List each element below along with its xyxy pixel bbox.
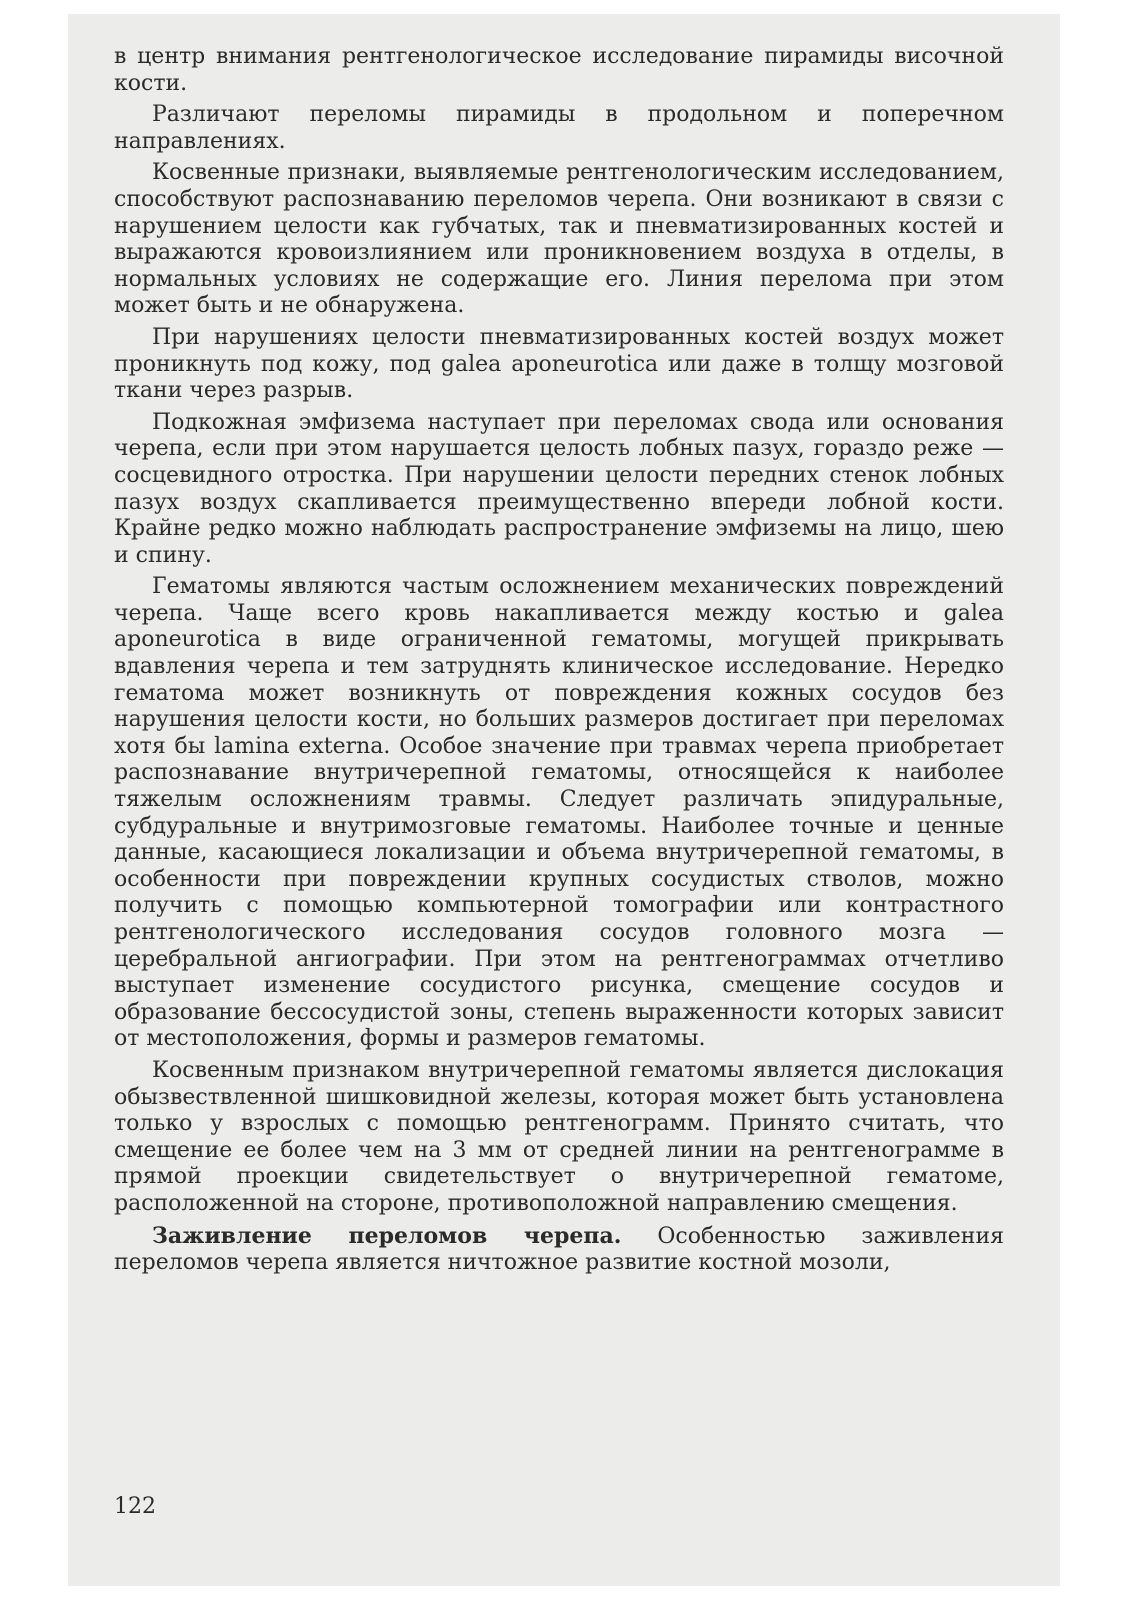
- page-number: 122: [114, 1494, 156, 1519]
- paragraph: в центр внимания рентгенологическое исследование пирамиды височной кости.: [114, 44, 1004, 96]
- section-heading: Заживление переломов черепа.: [152, 1222, 622, 1249]
- paragraph: Различают переломы пирамиды в продольном и поперечном направлениях.: [114, 102, 1004, 154]
- paragraph-section-start: [114, 1223, 1004, 1277]
- paragraph: Гематомы являются частым осложнением механических повреждений черепа. Чаще всего кровь накапливается между костью и galea aponeurotica в виде ограниченной гематомы, могущей прикрывать вдавления черепа и тем затруднять клиническое исследование. Нередко гематома может возникнуть от повреждения кожных сосудов без нарушения целости кости, но больших размеров достигает при переломах хотя бы lamina externa. Особое значение при травмах черепа приобретает распознавание внутричерепной гематомы, относящейся к наиболее тяжелым осложнениям травмы. Следует различать эпидуральные, субдуральные и внутримозговые гематомы. Наиболее точные и ценные данные, касающиеся локализации и объема внутричерепной гематомы, в особенности при повреждении крупных сосудистых стволов, можно получить с помощью компьютерной томографии или контрастного рентгенологического исследования сосудов головного мозга — церебральной ангиографии. При этом на рентгенограммах отчетливо выступает изменение сосудистого рисунка, смещение сосудов и образование бессосудистой зоны, степень выраженности которых зависит от местоположения, формы и размеров гематомы.: [114, 574, 1004, 1052]
- paragraph: Косвенные признаки, выявляемые рентгенологическим исследованием, способствуют распознаванию переломов черепа. Они возникают в связи с нарушением целости как губчатых, так и пневматизированных костей и выражаются кровоизлиянием или проникновением воздуха в отделы, в нормальных условиях не содержащие его. Линия перелома при этом может быть и не обнаружена.: [114, 160, 1004, 319]
- paragraph: Подкожная эмфизема наступает при переломах свода или основания черепа, если при этом нарушается целость лобных пазух, гораздо реже — сосцевидного отростка. При нарушении целости передних стенок лобных пазух воздух скапливается преимущественно впереди лобной кости. Крайне редко можно наблюдать распространение эмфиземы на лицо, шею и спину.: [114, 409, 1004, 568]
- paragraph: При нарушениях целости пневматизированных костей воздух может проникнуть под кожу, под galea aponeurotica или даже в толщу мозговой ткани через разрыв.: [114, 324, 1004, 404]
- page-body: [114, 44, 1004, 1282]
- paragraph: Косвенным признаком внутричерепной гематомы является дислокация обызвествленной шишковидной железы, которая может быть установлена только у взрослых с помощью рентгенограмм. Принято считать, что смещение ее более чем на 3 мм от средней линии на рентгенограмме в прямой проекции свидетельствует о внутричерепной гематоме, расположенной на стороне, противоположной направлению смещения.: [114, 1057, 1004, 1216]
- section-text: Особенностью заживления переломов черепа является ничтожное развитие костной мозоли,: [114, 1223, 1005, 1276]
